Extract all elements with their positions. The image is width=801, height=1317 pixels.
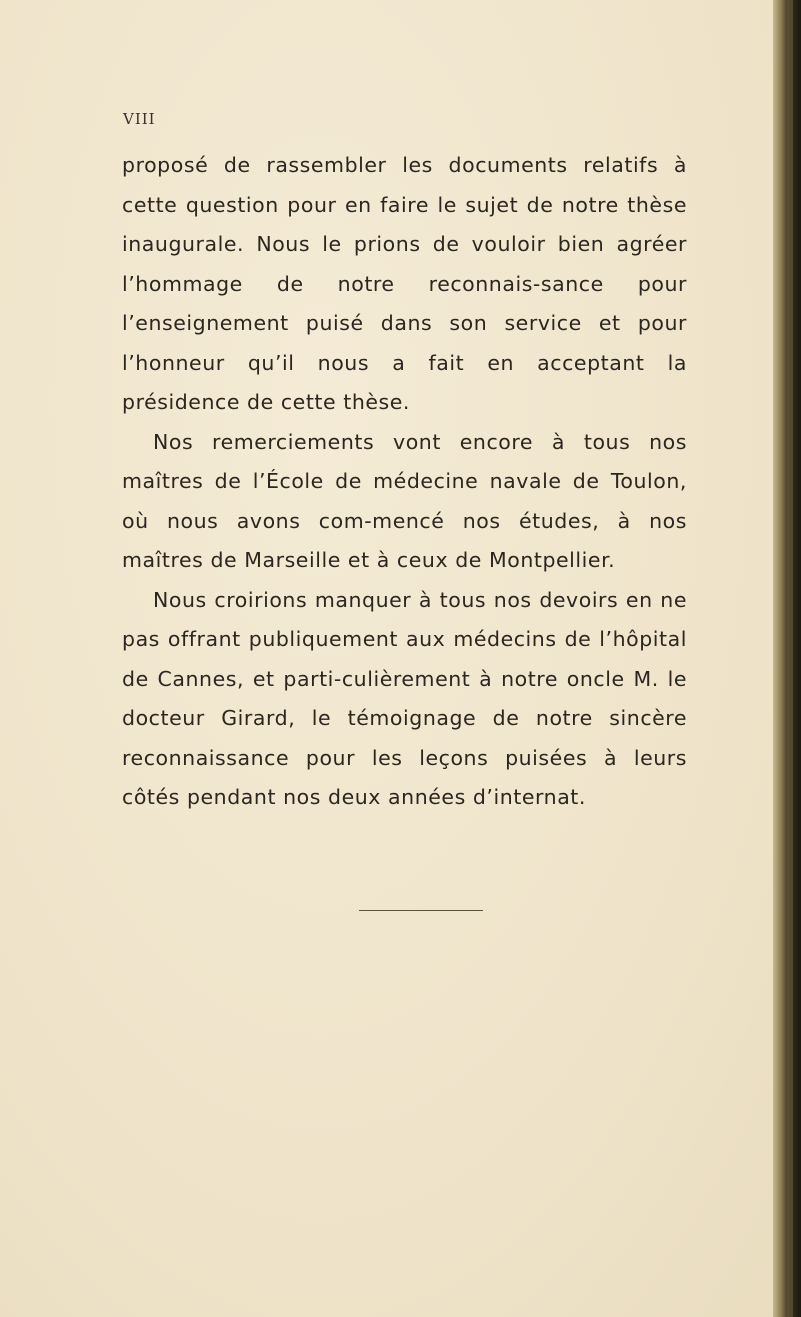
paragraph-2: Nos remerciements vont encore à tous nos maîtres de l’École de médecine navale de Toulon, où nous avons com-mencé nos études, à nos maîtres de Marseille et à ceux de Montpellier. bbox=[122, 429, 687, 572]
book-binding-edge bbox=[773, 0, 801, 1317]
body-text bbox=[122, 146, 687, 818]
paragraph-1: proposé de rassembler les documents relatifs à cette question pour en faire le sujet de notre thèse inaugurale. Nous le prions de vouloir bien agréer l’hommage de notre reconnais-sance pour l’enseignement puisé dans son service et pour l’honneur qu’il nous a fait en acceptant la présidence de cette thèse. bbox=[122, 153, 687, 414]
book-binding-shadow bbox=[787, 0, 793, 1317]
section-separator-rule bbox=[359, 910, 483, 911]
page-number: VIII bbox=[123, 110, 156, 128]
paragraph-3: Nous croirions manquer à tous nos devoirs en ne pas offrant publiquement aux médecins de l’hôpital de Cannes, et parti-culièrement à notre oncle M. le docteur Girard, le témoignage de notre sincère reconnaissance pour les leçons puisées à leurs côtés pendant nos deux années d’internat. bbox=[122, 587, 687, 809]
